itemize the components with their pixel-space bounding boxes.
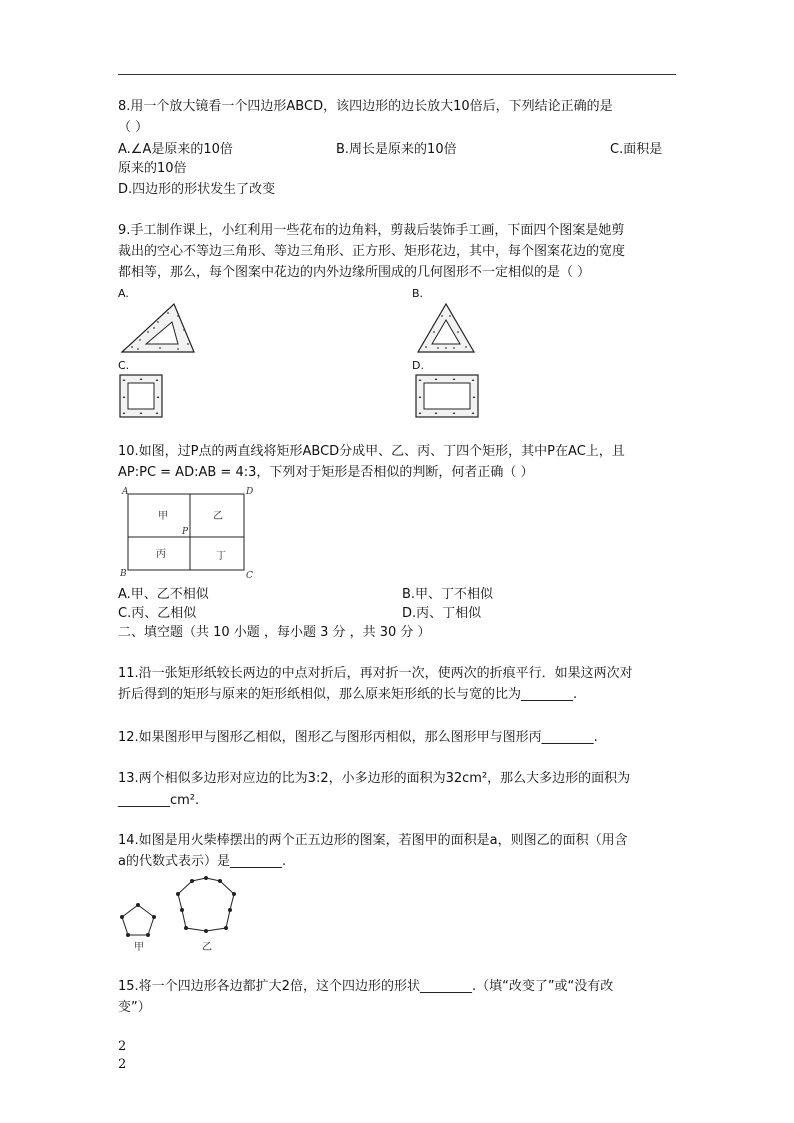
q8-option-d: D.四边形的形状发生了改变 [118, 182, 276, 197]
q10-line1: 10.如图，过P点的两直线将矩形ABCD分成甲、乙、丙、丁四个矩形，其中P在AC上，且 [118, 444, 625, 459]
q10-cell-ding: 丁 [216, 551, 226, 562]
q10-cell-jia: 甲 [158, 511, 168, 522]
page-number-bottom: 2 [118, 1057, 127, 1072]
q9-label-c: C. [118, 359, 130, 372]
q10-vertex-a: A [122, 487, 129, 497]
header-rule [118, 74, 676, 75]
q8-paren: （ ） [118, 120, 149, 135]
q11-line2: 折后得到的矩形与原来的矩形纸相似，那么原来矩形纸的长与宽的比为________. [118, 687, 578, 702]
q9-line2: 裁出的空心不等边三角形、等边三角形、正方形、矩形花边，其中，每个图案花边的宽度 [118, 244, 626, 259]
q8-option-b: B.周长是原来的10倍 [336, 142, 457, 157]
q10-option-a: A.甲、乙不相似 [118, 587, 209, 602]
q11-line1: 11.沿一张矩形纸较长两边的中点对折后，再对折一次，使两次的折痕平行．如果这两次对 [118, 666, 633, 681]
q14-pentagon-figures [116, 870, 246, 954]
q8-option-c-cont: 原来的10倍 [118, 161, 187, 176]
page-number-top: 2 [118, 1039, 127, 1054]
q10-line2: AP:PC = AD:AB = 4:3，下列对于矩形是否相似的判断，何者正确（ ） [118, 465, 534, 480]
q13-line2: ________cm². [118, 793, 200, 808]
q9-label-d: D. [412, 359, 424, 372]
q10-vertex-d: D [246, 487, 254, 497]
q10-option-d: D.丙、丁相似 [402, 606, 482, 621]
q12-line1: 12.如果图形甲与图形乙相似，图形乙与图形丙相似，那么图形甲与图形丙________. [118, 730, 598, 745]
q9-line3: 都相等，那么，每个图案中花边的内外边缘所围成的几何图形不一定相似的是（ ） [118, 265, 591, 280]
q15-line2: 变”） [118, 1000, 151, 1015]
q10-option-c: C.丙、乙相似 [118, 606, 197, 621]
q9-figure-c-square-border [118, 373, 164, 419]
q10-point-p: P [182, 527, 189, 537]
q8-option-c: C.面积是 [610, 142, 663, 157]
q10-cell-yi: 乙 [213, 511, 223, 522]
q10-vertex-c: C [246, 571, 253, 581]
section-2-heading: 二、填空题（共 10 小题 ，每小题 3 分 ，共 30 分 ） [118, 625, 431, 640]
q9-figure-b-equilateral-triangle [414, 300, 478, 356]
q14-label-jia: 甲 [134, 942, 144, 953]
q8-line1: 8.用一个放大镜看一个四边形ABCD，该四边形的边长放大10倍后，下列结论正确的是 [118, 99, 613, 114]
q15-line1: 15.将一个四边形各边都扩大2倍，这个四边形的形状________.（填“改变了”或“没有改 [118, 979, 614, 994]
q10-vertex-b: B [120, 569, 127, 579]
q14-line1: 14.如图是用火柴棒摆出的两个正五边形的图案，若图甲的面积是a，则图乙的面积（用含 [118, 833, 628, 848]
q10-cell-bing: 丙 [156, 549, 166, 560]
q9-figure-d-rectangle-border [414, 373, 480, 419]
q14-line2: a的代数式表示）是________. [118, 854, 287, 869]
q9-line1: 9.手工制作课上，小红利用一些花布的边角料，剪裁后装饰手工画，下面四个图案是她剪 [118, 223, 625, 238]
q9-label-a: A. [118, 287, 129, 300]
q10-option-b: B.甲、丁不相似 [402, 587, 494, 602]
q10-rectangle-figure [118, 484, 258, 584]
q14-label-yi: 乙 [202, 942, 212, 953]
q9-figure-a-scalene-triangle [118, 300, 198, 356]
q13-line1: 13.两个相似多边形对应边的比为3:2，小多边形的面积为32cm²，那么大多边形的面积为 [118, 771, 631, 786]
q8-option-a: A.∠A是原来的10倍 [118, 142, 233, 157]
q9-label-b: B. [412, 287, 424, 300]
